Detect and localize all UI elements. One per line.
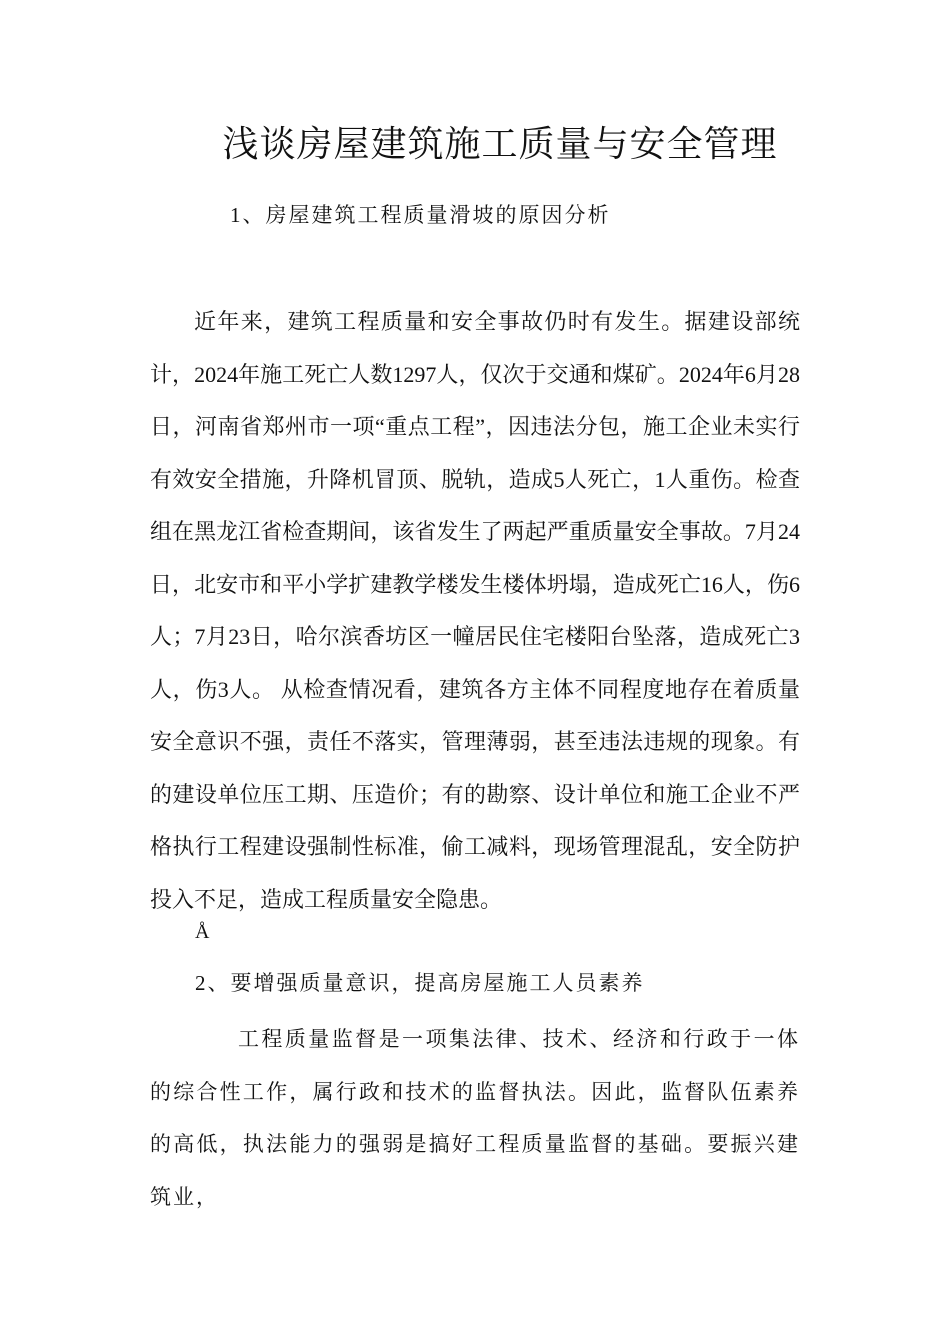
section-1-heading: 1、房屋建筑工程质量滑坡的原因分析: [230, 203, 611, 227]
document-title: 浅谈房屋建筑施工质量与安全管理: [222, 124, 778, 164]
section-2-paragraph: 工程质量监督是一项集法律、技术、经济和行政于一体的综合性工作，属行政和技术的监督执法。因此，监督队伍素养的高低，执法能力的强弱是搞好工程质量监督的基础。要振兴建筑业，: [150, 1027, 800, 1209]
stray-glyph: Å: [195, 921, 210, 943]
section-2-heading: 2、要增强质量意识，提高房屋施工人员素养: [195, 971, 645, 995]
section-1-paragraph: 近年来，建筑工程质量和安全事故仍时有发生。据建设部统计，2024年施工死亡人数1297人，仅次于交通和煤矿。2024年6月28日，河南省郑州市一项“重点工程”，因违法分包，施工企业未实行有效安全措施，升降机冒顶、脱轨，造成5人死亡，1人重伤。检查组在黑龙江省检查期间，该省发生了两起严重质量安全事故。7月24日，北安市和平小学扩建教学楼发生楼体坍塌，造成死亡16人，伤6人；7月23日，哈尔滨香坊区一幢居民住宅楼阳台坠落，造成死亡3人，伤3人。 从检查情况看，建筑各方主体不同程度地存在着质量安全意识不强，责任不落实，管理薄弱，甚至违法违规的现象。有的建设单位压工期、压造价；有的勘察、设计单位和施工企业不严格执行工程建设强制性标准，偷工减料，现场管理混乱，安全防护投入不足，造成工程质量安全隐患。: [150, 309, 800, 912]
